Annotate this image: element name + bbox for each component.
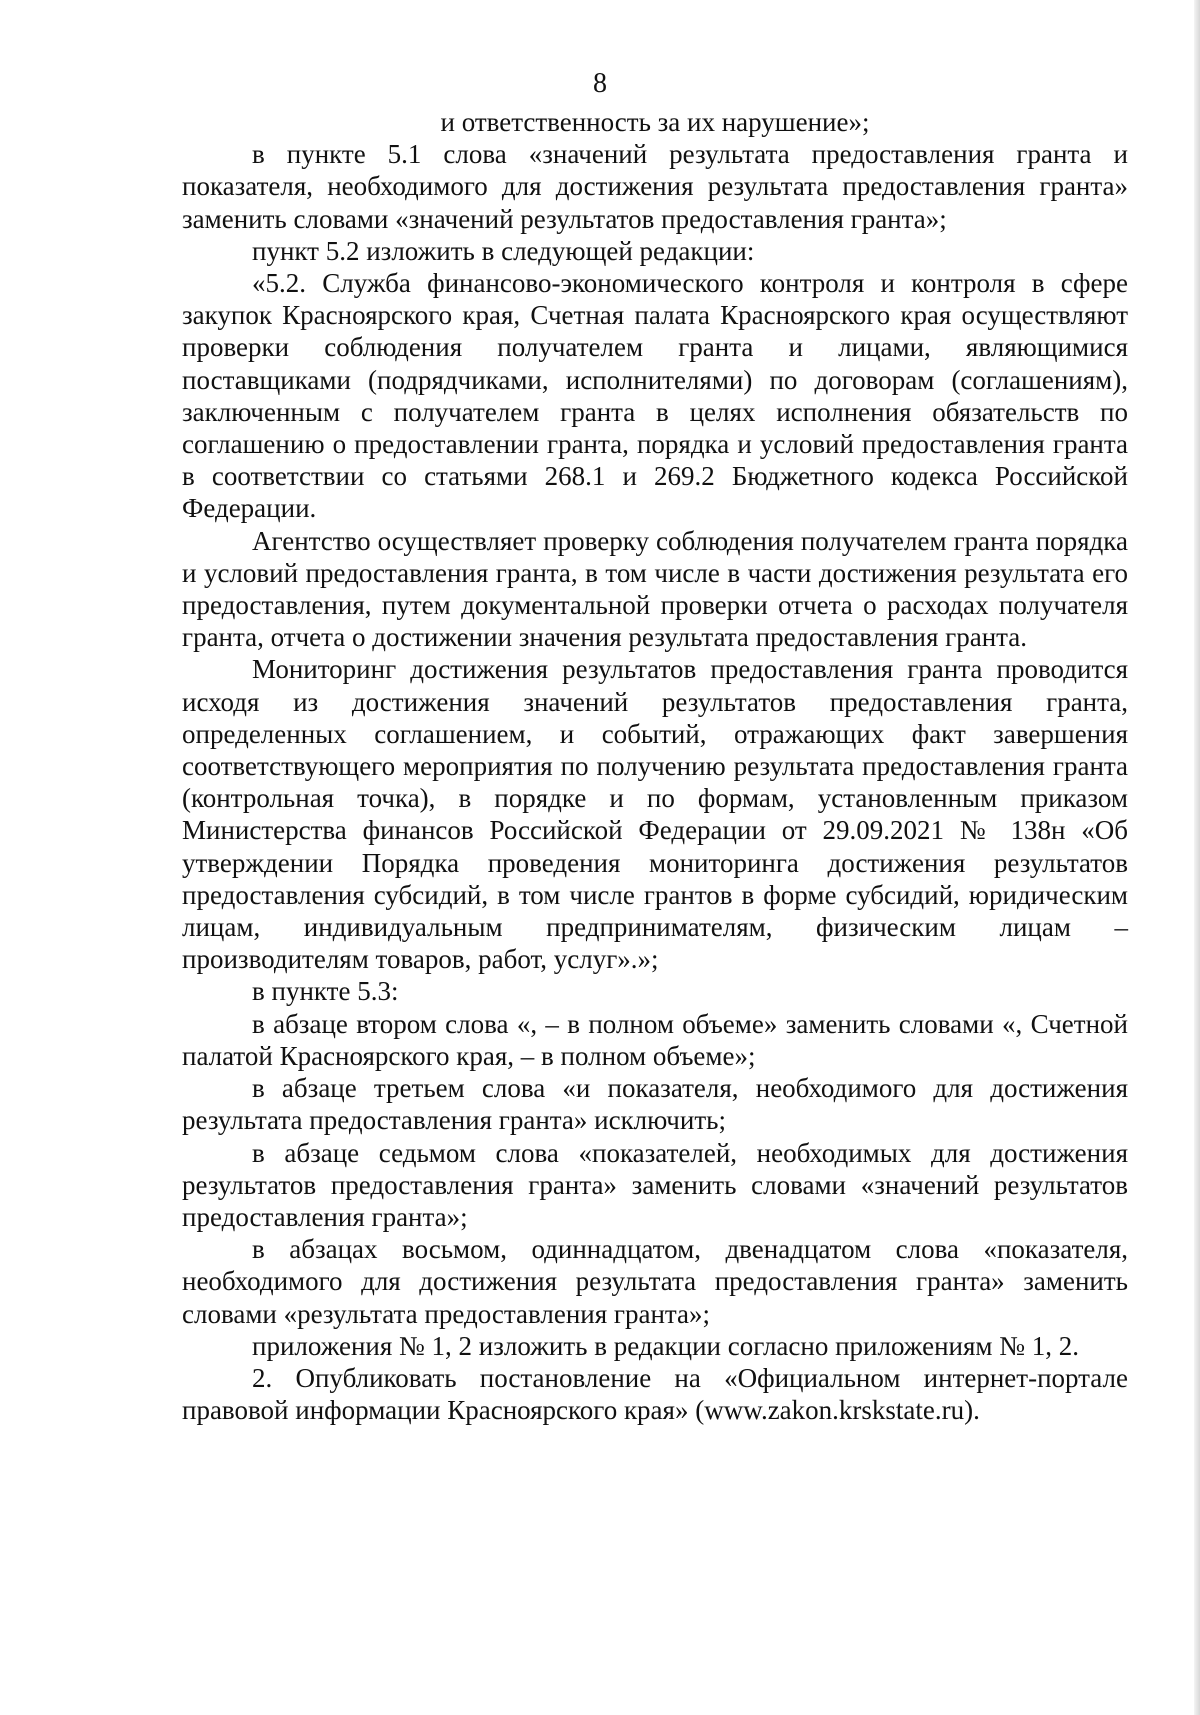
paragraph-continuation: и ответственность за их нарушение»;	[440, 107, 870, 137]
paragraph-item-5-1: в пункте 5.1 слова «значений результата предоставления гранта и показателя, необходимого для достижения результата предоставления гранта» заменить словами «значений результатов предоставления гранта»;	[182, 139, 1128, 234]
paragraph-abzac-2: в абзаце втором слова «, – в полном объеме» заменить словами «, Счетной палатой Красноярского края, – в полном объеме»;	[182, 1008, 1128, 1071]
page-number: 8	[593, 68, 607, 99]
paragraph-item-5-3-intro: в пункте 5.3:	[252, 976, 399, 1007]
paragraph-appendices: приложения № 1, 2 изложить в редакции согласно приложениям № 1, 2.	[252, 1330, 1079, 1361]
paragraph-abzac-3: в абзаце третьем слова «и показателя, необходимого для достижения результата предоставления гранта» исключить;	[182, 1073, 1128, 1136]
paragraph-publish: 2. Опубликовать постановление на «Официальном интернет-портале правовой информации Красноярского края» (www.zakon.krskstate.ru).	[182, 1362, 1128, 1426]
document-body	[182, 106, 1128, 1426]
paragraph-item-5-2-intro: пункт 5.2 изложить в следующей редакции:	[252, 235, 755, 266]
page-edge-shadow	[1194, 0, 1200, 1715]
paragraph-agency-check: Агентство осуществляет проверку соблюдения получателем гранта порядка и условий предоставления гранта, в том числе в части достижения результата его предоставления, путем документальной проверки отчета о расходах получателя гранта, отчета о достижении значения результата предоставления гранта.	[182, 525, 1128, 653]
paragraph-abzac-7: в абзаце седьмом слова «показателей, необходимых для достижения результатов предоставления гранта» заменить словами «значений результатов предоставления гранта»;	[182, 1137, 1128, 1232]
paragraph-item-5-2-text: «5.2. Служба финансово-экономического контроля и контроля в сфере закупок Красноярского края, Счетная палата Красноярского края осуществляют проверки соблюдения получателем гранта и лицами, являющимися поставщиками (подрядчиками, исполнителями) по договорам (соглашениям), заключенным с получателем гранта в целях исполнения обязательств по соглашению о предоставлении гранта, порядка и условий предоставления гранта в соответствии со статьями 268.1 и 269.2 Бюджетного кодекса Российской Федерации.	[182, 268, 1128, 524]
paragraph-abzac-8-11-12: в абзацах восьмом, одиннадцатом, двенадцатом слова «показателя, необходимого для достижения результата предоставления гранта» заменить словами «результата предоставления гранта»;	[182, 1234, 1128, 1329]
paragraph-monitoring: Мониторинг достижения результатов предоставления гранта проводится исходя из достижения значений результатов предоставления гранта, определенных соглашением, и событий, отражающих факт завершения соответствующего мероприятия по получению результата предоставления гранта (контрольная точка), в порядке и по формам, установленным приказом Министерства финансов Российской Федерации от 29.09.2021 № 138н «Об утверждении Порядка проведения мониторинга достижения результатов предоставления субсидий, в том числе грантов в форме субсидий, юридическим лицам, индивидуальным предпринимателям, физическим лицам – производителям товаров, работ, услуг».»;	[182, 654, 1128, 975]
